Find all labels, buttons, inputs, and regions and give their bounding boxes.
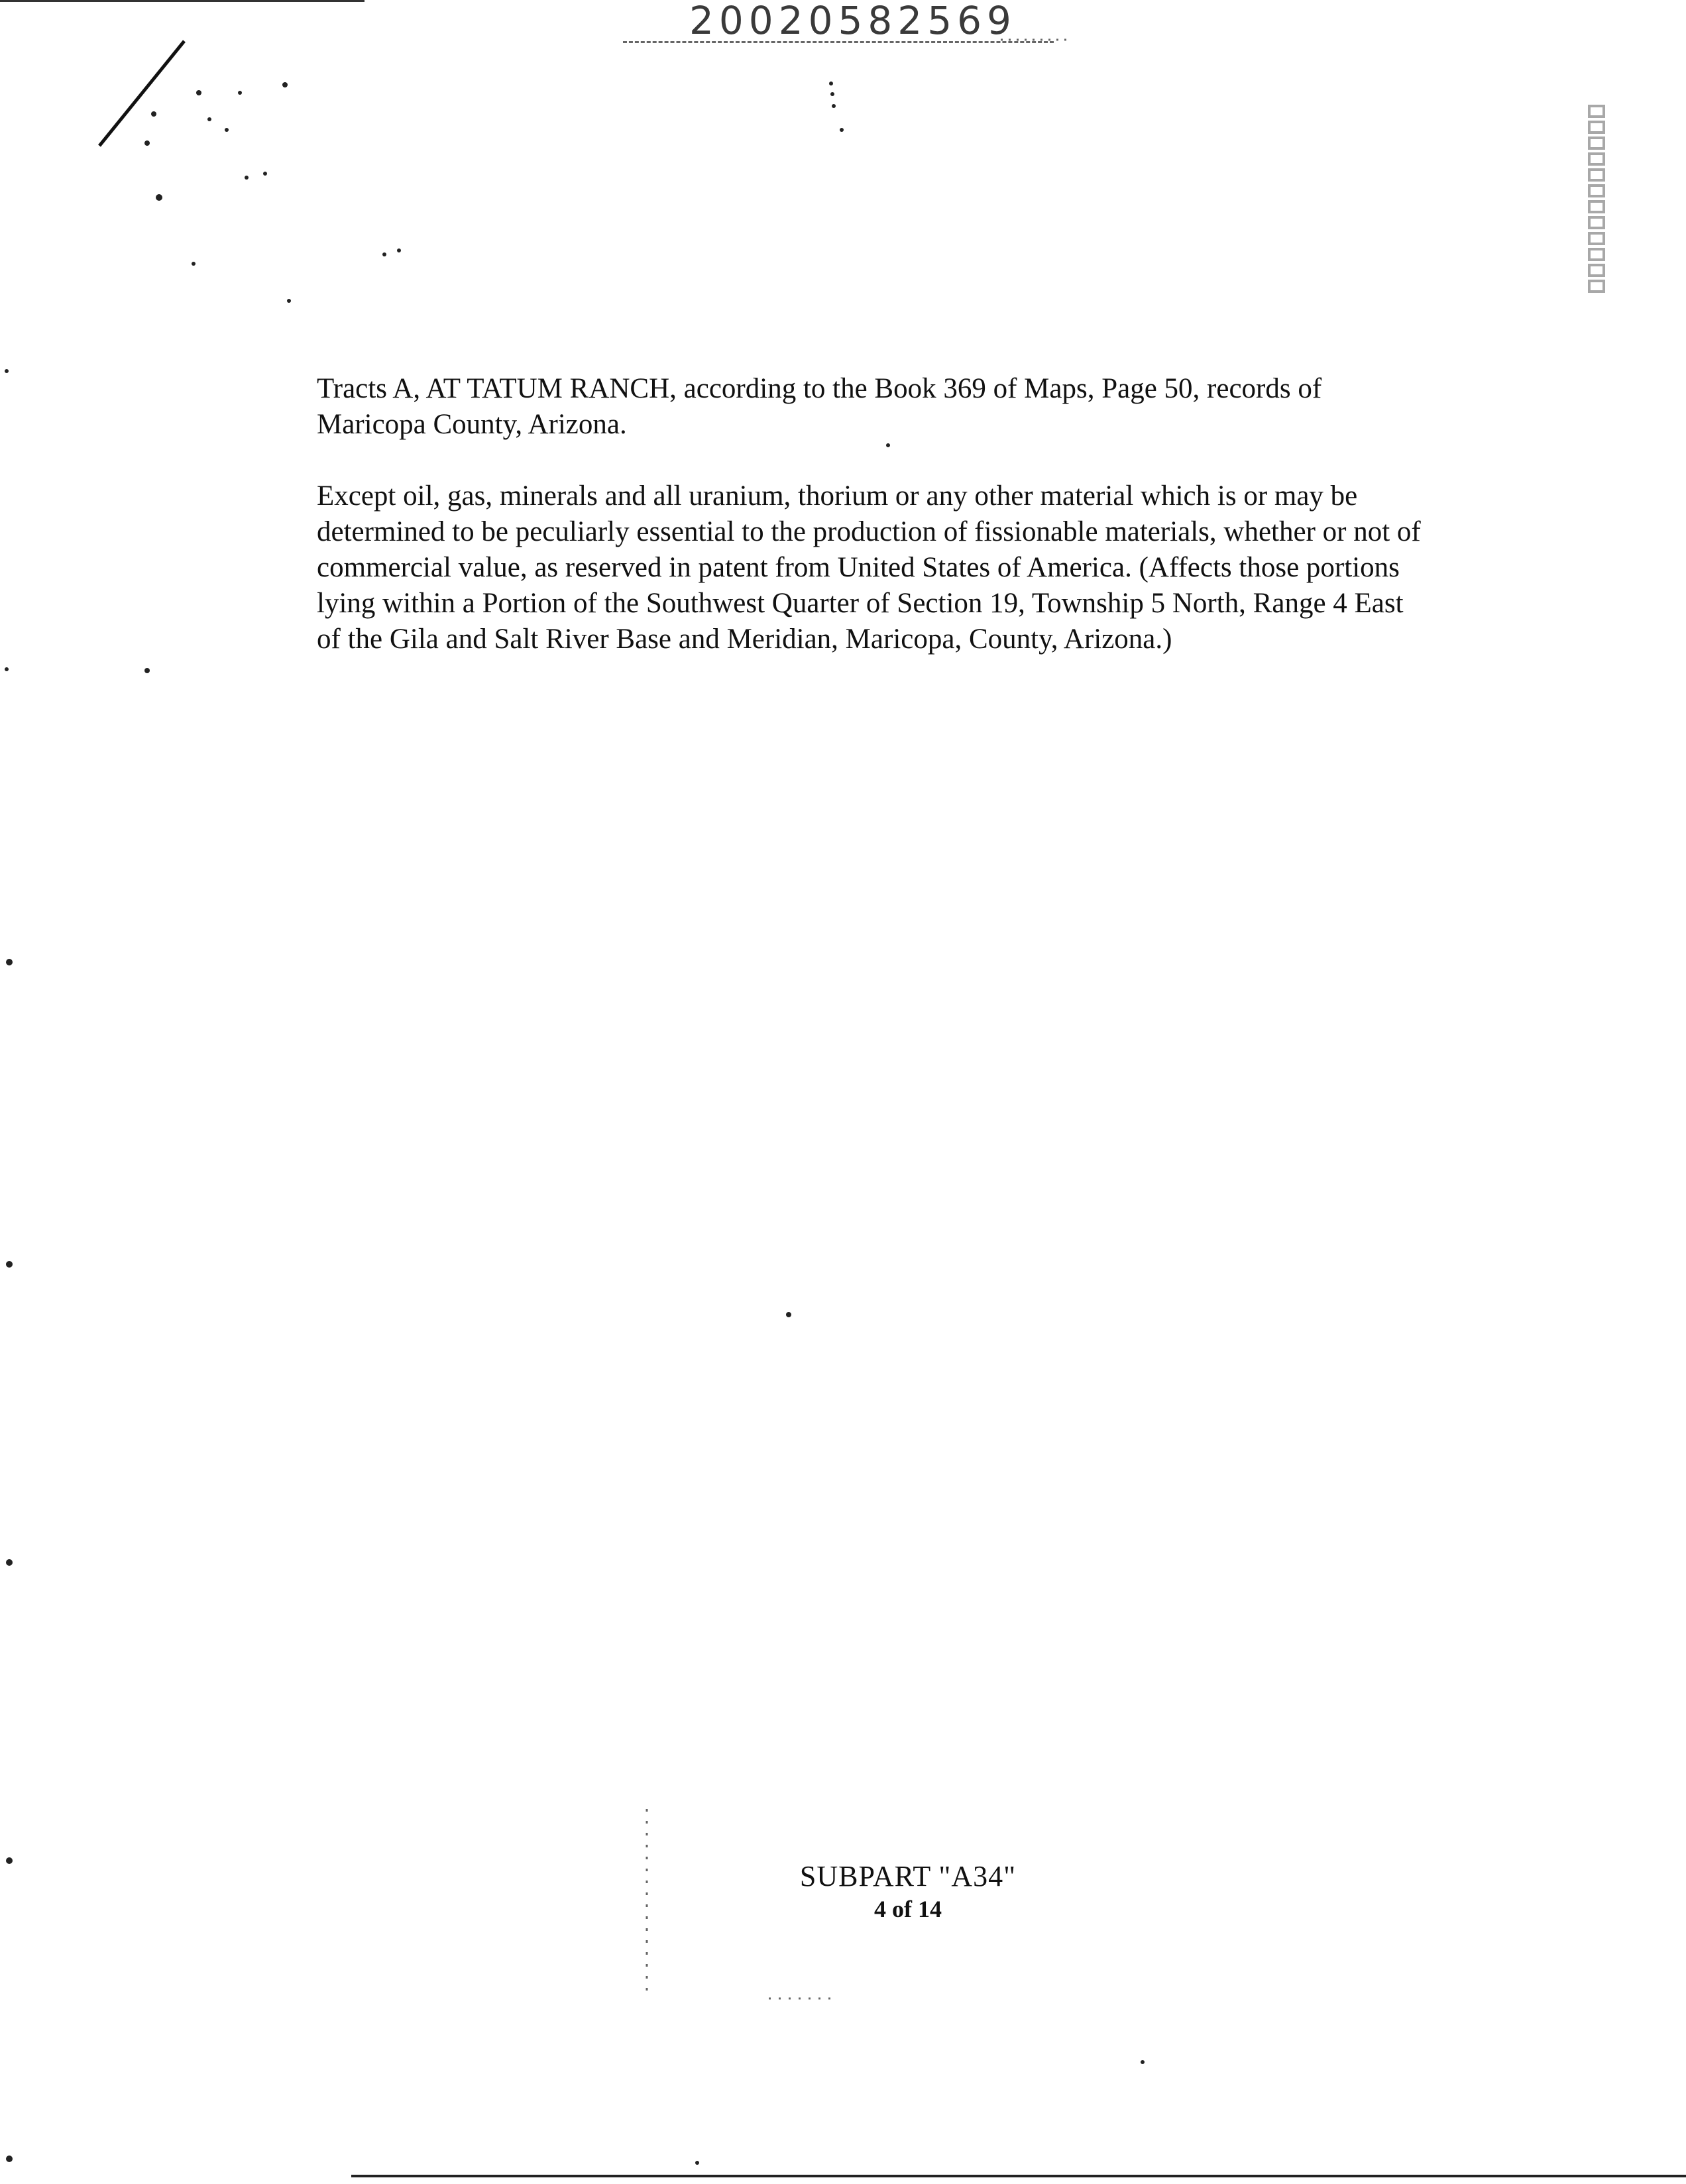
reservation-paragraph: Except oil, gas, minerals and all uranium, thorium or any other material which is or may be determined to be peculiarly essential to the production of fissionable materials, whether or not of commercial value, as reserved in patent from United States of America. (Affects those portions lying within a Portion of the Southwest Quarter of Section 19, Township 5 North, Range 4 East of the Gila and Salt River Base and Meridian, Maricopa, County, Arizona.) (317, 480, 1421, 655)
pen-slash-mark (99, 41, 184, 146)
page-footer (742, 1859, 1074, 1924)
dotted-fold-lines (647, 40, 1067, 1998)
recording-number-rule (623, 41, 1054, 43)
bottom-edge-rule (351, 2175, 1686, 2177)
subpart-title: SUBPART "A34" (799, 1860, 1017, 1892)
top-edge-rule (0, 0, 365, 2)
tract-paragraph: Tracts A, AT TATUM RANCH, according to the Book 369 of Maps, Page 50, records of Maricopa County, Arizona. (317, 373, 1322, 440)
page-number: 4 of 14 (874, 1896, 942, 1922)
recording-number: 20020582569 (689, 0, 1017, 43)
side-stamp-mark (1577, 99, 1617, 318)
legal-description (317, 371, 1430, 693)
